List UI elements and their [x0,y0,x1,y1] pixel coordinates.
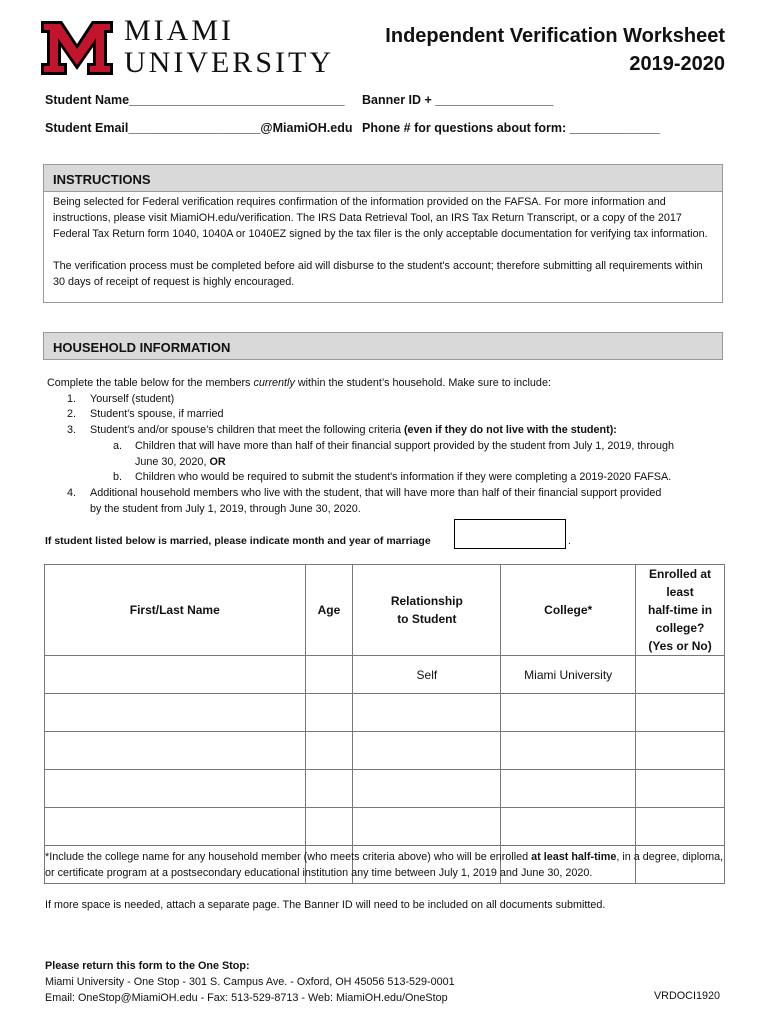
cell-name[interactable] [45,808,306,846]
miami-m-logo [40,20,114,76]
household-heading: HOUSEHOLD INFORMATION [43,332,723,360]
header-age: Age [305,565,353,656]
table-header-row [45,565,725,656]
phone-field[interactable]: Phone # for questions about form: _____________ [362,121,661,135]
instructions-heading: INSTRUCTIONS [43,164,723,192]
cell-age[interactable] [305,808,353,846]
list-item-continued: June 30, 2020, OR [135,455,226,468]
list-item: b. Children who would be required to submit the student's information if they were completing a 2019-2020 FAFSA. [113,471,672,484]
cell-age[interactable] [305,656,353,694]
table-row [45,732,725,770]
cell-relationship[interactable] [353,770,501,808]
household-instructions [47,376,737,517]
banner-id-field[interactable]: Banner ID + _________________ [362,93,554,107]
form-year: 2019-2020 [629,53,725,75]
household-table [44,564,725,884]
cell-college[interactable] [501,732,636,770]
cell-age[interactable] [305,770,353,808]
form-title-block [385,22,725,78]
cell-enrolled[interactable] [636,770,725,808]
list-item: 3. Student's and/or spouse’s children that meet the following criteria (even if they do not live with the student): [67,424,617,437]
cell-relationship[interactable] [353,808,501,846]
student-name-field[interactable]: Student Name_______________________________ [45,93,345,107]
extra-space-note: If more space is needed, attach a separate page. The Banner ID will need to be included on all documents submitted. [45,899,606,911]
instructions-box [43,191,723,303]
cell-age[interactable] [305,732,353,770]
list-item-continued: by the student from July 1, 2019, through June 30, 2020. [90,502,361,515]
marriage-prompt: If student listed below is married, please indicate month and year of marriage [45,535,431,547]
cell-enrolled[interactable] [636,656,725,694]
notes [45,849,735,913]
table-row [45,694,725,732]
return-label: Please return this form to the One Stop: [45,960,250,972]
cell-name[interactable] [45,694,306,732]
header-enrolled: Enrolled at least half-time in college? (Yes or No) [636,565,725,656]
instructions-paragraph-2: The verification process must be completed before aid will disburse to the student's account; therefore submitting all requirements within 30 days of receipt of request is highly encouraged. [53,260,703,288]
footer [45,958,455,1006]
table-row [45,656,725,694]
header-college: College* [501,565,636,656]
form-title: Independent Verification Worksheet [385,25,725,47]
cell-name[interactable] [45,656,306,694]
instructions-paragraph-1: Being selected for Federal verification requires confirmation of the information provided on the FAFSA. For more information and instructions, please visit MiamiOH.edu/verification. The IRS Data Retrieval Tool, an IRS Tax Return Transcript, or a copy of the 2017 Federal Tax Return form 1040, 1040A or 1040EZ signed by the tax filer is the only acceptable documentation for verifying tax information. [53,196,708,240]
list-item: 1. Yourself (student) [67,392,175,405]
cell-enrolled[interactable] [636,694,725,732]
cell-college[interactable] [501,808,636,846]
logo-line-1: MIAMI [124,14,234,47]
cell-age[interactable] [305,694,353,732]
cell-college[interactable] [501,770,636,808]
cell-enrolled[interactable] [636,732,725,770]
table-row [45,770,725,808]
logo-line-2: UNIVERSITY [124,46,334,79]
cell-name[interactable] [45,770,306,808]
header-relationship: Relationship to Student [353,565,501,656]
cell-name[interactable] [45,732,306,770]
marriage-period: . [568,535,571,547]
cell-relationship[interactable] [353,694,501,732]
table-row [45,808,725,846]
cell-college[interactable] [501,694,636,732]
marriage-date-input[interactable] [454,519,566,549]
cell-college: Miami University [501,656,636,694]
college-note: *Include the college name for any household member (who meets criteria above) who will be enrolled at least half-time, in a degree, diploma, or certificate program at a postsecondary educational institution any time between July 1, 2019 and June 30, 2020. [45,851,724,879]
student-email-field[interactable]: Student Email___________________@MiamiOH.edu [45,121,353,135]
address-line: Miami University - One Stop - 301 S. Campus Ave. - Oxford, OH 45056 513-529-0001 [45,976,455,988]
household-intro: Complete the table below for the members currently within the student’s household. Make sure to include: [47,377,551,389]
cell-relationship: Self [353,656,501,694]
list-item: 2. Student's spouse, if married [67,408,224,421]
list-item: 4. Additional household members who live with the student, that will have more than half of their financial support provided [67,486,662,499]
cell-relationship[interactable] [353,732,501,770]
university-wordmark [124,16,334,78]
form-code: VRDOCI1920 [653,990,720,1002]
cell-enrolled[interactable] [636,808,725,846]
list-item: a. Children that will have more than half of their financial support provided by the student from July 1, 2019, through [113,439,674,452]
contact-line: Email: OneStop@MiamiOH.edu - Fax: 513-529-8713 - Web: MiamiOH.edu/OneStop [45,992,448,1004]
header-name: First/Last Name [45,565,306,656]
